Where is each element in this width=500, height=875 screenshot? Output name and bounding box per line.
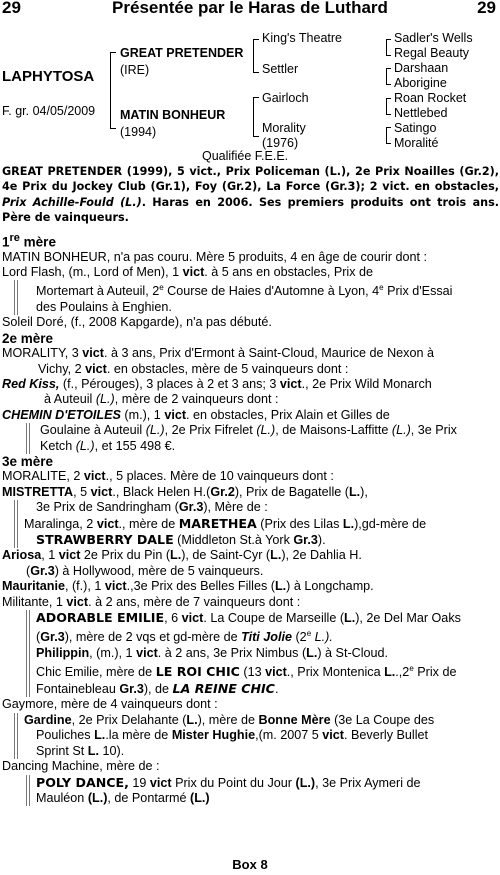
poly-dance-line2: Mauléon (L.), de Pontarmé (L.) [36,790,210,805]
produce-lord-flash: Lord Flash, (m., Lord of Men), 1 vict. à 5 ans en obstacles, Prix de [2,264,374,279]
bracket-g1 [386,39,391,56]
adorable-line2: (Gr.3), mère de 2 vqs et gd-mère de Titi Jolie (2e L.). [36,629,333,645]
chemin-line3: Ketch (L.), et 155 498 €. [40,438,176,453]
ancestor-g1: Sadler's Wells [394,31,473,45]
militante-detail [26,610,499,697]
produce-gaymore: Gaymore, mère de 4 vainqueurs dont : [2,697,218,712]
gardine-line3: Sprint St L. 10). [36,743,125,758]
horse-details: F. gr. 04/05/2009 [2,104,96,118]
horse-name: LAPHYTOSA [2,68,95,85]
red-kiss-line2: à Auteuil (L.), mère de 2 vainqueurs dont : [44,392,279,407]
ancestor-g5: Roan Rocket [394,91,467,105]
produce-mistretta: MISTRETTA, 5 vict., Black Helen H.(Gr.2), Prix de Bagatelle (L.), [2,484,368,499]
page-number-left: 29 [2,0,21,17]
ancestor-g6: Nettlebed [394,106,448,120]
third-dam-line: MORALITE, 2 vict., 5 places. Mère de 10 vainqueurs dont : [2,469,334,484]
box-number: Box 8 [232,857,268,872]
produce-adorable-emilie: ADORABLE EMILIE, 6 vict. La Coupe de Marseille (L.), 2e Del Mar Oaks [36,610,461,626]
first-dam-line: MATIN BONHEUR, n'a pas couru. Mère 5 produits, 4 en âge de courir dont : [2,249,427,264]
bracket-main [110,52,116,129]
second-dam-line1: MORALITY, 3 vict. à 3 ans, Prix d'Ermont à Saint-Cloud, Maurice de Nexon à [2,346,434,361]
produce-poly-dance: POLY DANCE, 19 vict Prix du Point du Jour (L.), 3e Prix Aymeri de [36,774,421,790]
ancestor-g3: Darshaan [394,61,449,75]
gardine-line2: Pouliches L..la mère de Mister Hughie,(m. 2007 5 vict. Beverly Bullet [36,728,428,743]
section-second-dam: 2e mère [2,330,54,346]
sire-dam: Settler [262,62,299,76]
bracket-g4 [386,127,391,144]
bracket-dam [253,97,259,137]
sire-summary: GREAT PRETENDER (1999), 5 vict., Prix Policeman (L.), 2e Prix Noailles (Gr.2), 4e Prix du Jockey Club (Gr.1), Foy (Gr.2), La Force (Gr.3); 2 vict. en obstacles, Prix Achille-Fould (L.). Haras en 2006. Ses premiers produits ont trois ans. Père de vainqueurs. [2,165,500,225]
produce-gardine: Gardine, 2e Prix Delahante (L.), mère de Bonne Mère (3e La Coupe des [24,712,435,727]
produce-soleil-dore: Soleil Doré, (f., 2008 Kapgarde), n'a pas débuté. [2,315,272,330]
produce-chic-emilie: Chic Emilie, mère de LE ROI CHIC (13 vict., Prix Montenica L..,2e Prix de [36,664,457,680]
qualification: Qualifiée F.E.E. [202,149,289,163]
lord-flash-line2: Mortemart à Auteuil, 2e Course de Haies d'Automne à Lyon, 4e Prix d'Essai [36,283,453,299]
ancestor-g7: Satingo [394,121,437,135]
section-first-dam: 1re mère [2,231,56,250]
produce-militante: Militante, 1 vict. à 2 ans, mère de 7 vainqueurs dont : [2,594,301,609]
lord-flash-line3: des Poulains à Enghien. [36,299,172,314]
second-dam-line2: Vichy, 2 vict. en obstacles, mère de 5 vainqueurs dont : [38,361,349,376]
section-third-dam: 3e mère [2,454,54,469]
strawberry-line: STRAWBERRY DALE (Middleton St.à York Gr.3). [36,532,326,548]
produce-mauritanie: Mauritanie, (f.), 1 vict.,3e Prix des Belles Filles (L.) à Longchamp. [2,579,374,594]
gaymore-detail [14,713,499,759]
catalogue-text [2,157,499,806]
ariosa-line2: (Gr.3) à Hollywood, mère de 5 vainqueurs. [26,563,264,578]
page-title: Présentée par le Haras de Luthard [112,0,388,17]
mistretta-line2: 3e Prix de Sandringham (Gr.3), Mère de : [36,500,268,515]
bracket-sire [253,39,259,73]
produce-maralinga: Maralinga, 2 vict., mère de MARETHEA (Prix des Lilas L.),gd-mère de [24,515,427,531]
produce-philippin: Philippin, (m.), 1 vict. à 2 ans, 3e Prix Nimbus (L.) à St-Cloud. [36,646,389,661]
ancestor-g2: Regal Beauty [394,46,470,60]
ancestor-g4: Aborigine [394,76,447,90]
dam-year: (1994) [120,125,157,139]
produce-dancing-machine: Dancing Machine, mère de : [2,759,160,774]
dam-dam-year: (1976) [262,136,299,150]
chemin-detail [26,423,499,454]
sire-name: GREAT PRETENDER [120,46,244,60]
produce-red-kiss: Red Kiss, (f., Pérouges), 3 places à 2 et 3 ans; 3 vict., 2e Prix Wild Monarch [2,376,432,391]
dancing-detail [26,775,499,807]
produce-ariosa: Ariosa, 1 vict 2e Prix du Pin (L.), de Saint-Cyr (L.), 2e Dahlia H. [2,548,362,563]
sire-origin: (IRE) [120,63,150,77]
dam-name: MATIN BONHEUR [120,108,226,122]
ancestor-g8: Moralité [394,136,439,150]
chic-emilie-line2: Fontainebleau Gr.3), de LA REINE CHIC. [36,681,279,697]
produce-chemin-detoiles: CHEMIN D'ETOILES (m.), 1 vict. en obstacles, Prix Alain et Gilles de [2,407,390,422]
chemin-line2: Goulaine à Auteuil (L.), 2e Prix Fifrelet (L.), de Maisons-Laffitte (L.), 3e Prix [40,423,457,438]
bracket-g2 [386,68,391,85]
page-number-right: 29 [477,0,496,17]
bracket-g3 [386,98,391,115]
sire-sire: King's Theatre [262,31,342,45]
mistretta-detail [14,500,499,548]
dam-sire: Gairloch [262,91,309,105]
dam-dam: Morality [262,121,306,135]
lord-flash-detail [14,280,499,315]
